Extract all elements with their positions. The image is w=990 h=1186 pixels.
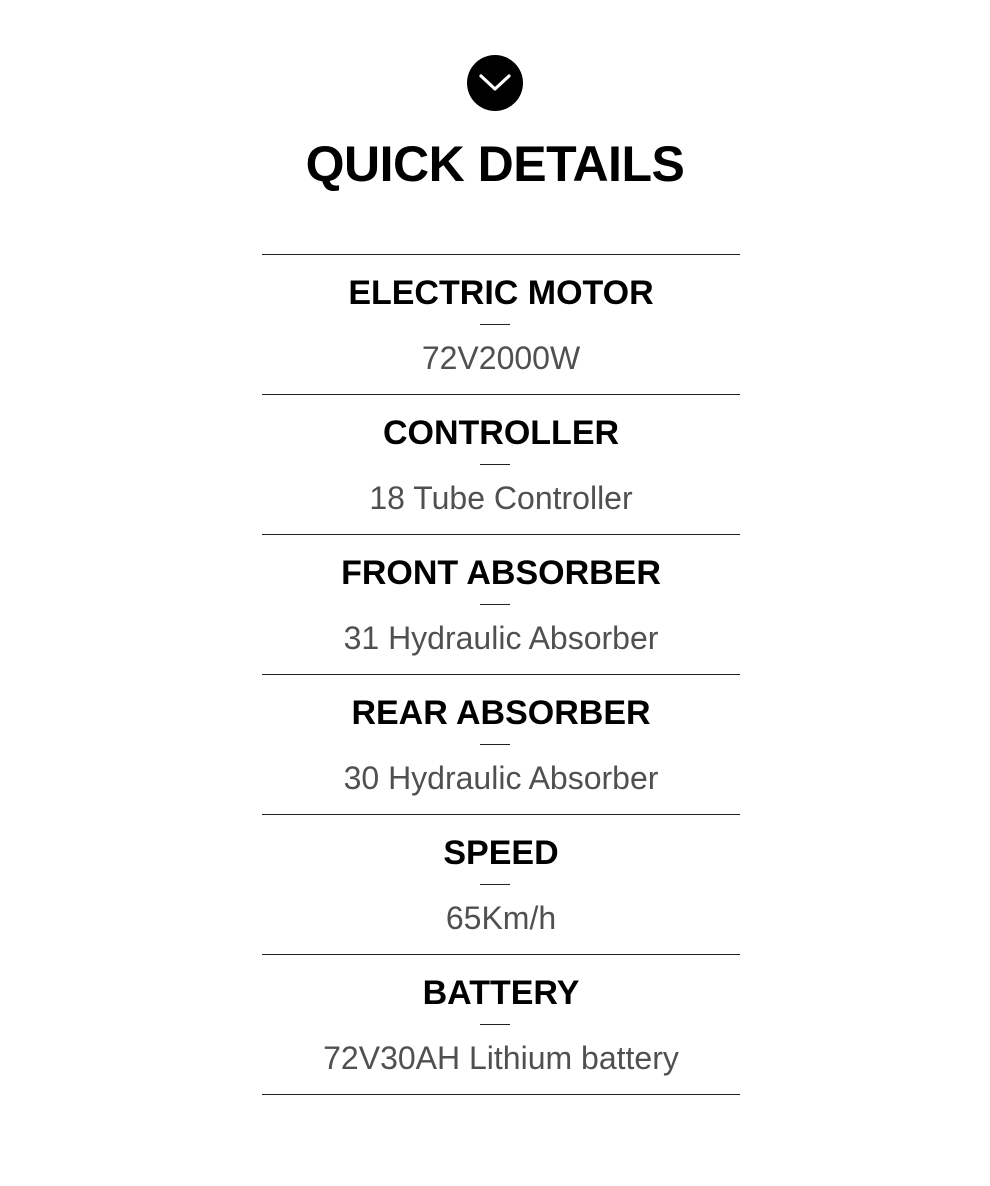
detail-divider [480,744,510,745]
chevron-down-glyph [478,73,512,93]
detail-value: 30 Hydraulic Absorber [343,760,659,796]
detail-row-controller [262,395,740,535]
detail-label: BATTERY [422,974,580,1012]
detail-divider [480,884,510,885]
detail-divider [480,1024,510,1025]
detail-value: 72V30AH Lithium battery [323,1040,679,1076]
detail-divider [480,604,510,605]
detail-row-rear-absorber [262,675,740,815]
detail-label: REAR ABSORBER [351,694,651,732]
detail-value: 31 Hydraulic Absorber [343,620,659,656]
detail-row-electric-motor [262,255,740,395]
detail-label: FRONT ABSORBER [341,554,661,592]
detail-row-battery [262,955,740,1095]
detail-divider [480,464,510,465]
detail-divider [480,324,510,325]
detail-value: 65Km/h [445,900,557,936]
detail-value: 18 Tube Controller [369,480,633,516]
quick-details-table [262,254,740,1095]
detail-label: ELECTRIC MOTOR [348,274,654,312]
detail-label: SPEED [443,834,559,872]
detail-label: CONTROLLER [382,414,620,452]
chevron-down-icon[interactable] [467,55,523,111]
page-title: QUICK DETAILS [305,136,685,192]
detail-row-front-absorber [262,535,740,675]
detail-value: 72V2000W [421,340,581,376]
detail-row-speed [262,815,740,955]
